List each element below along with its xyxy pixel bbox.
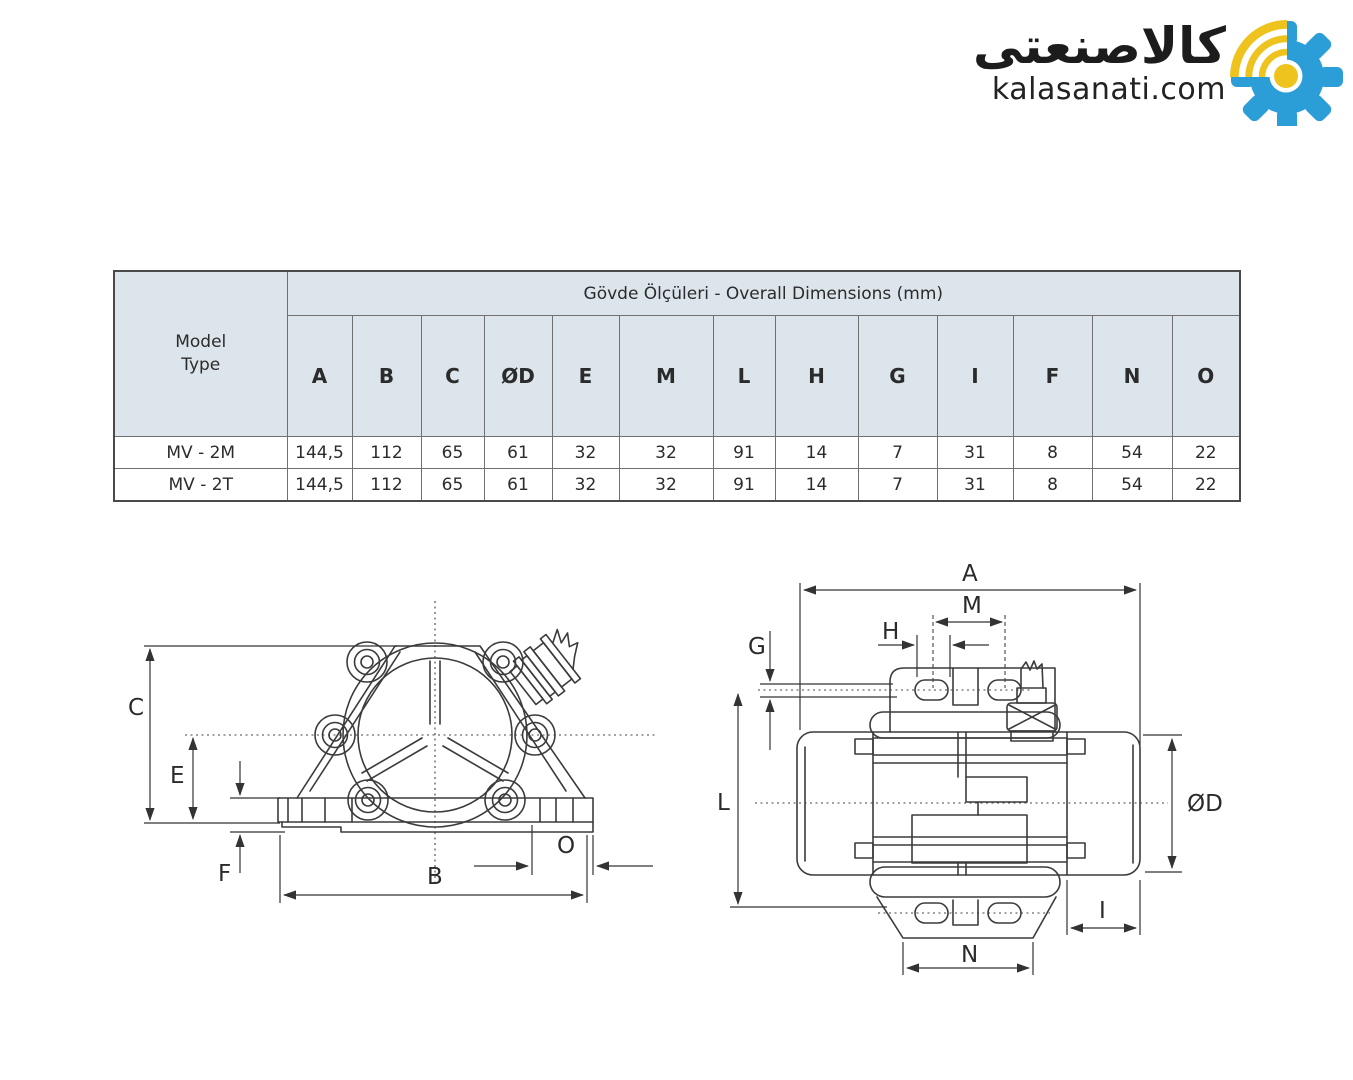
cell-value: 54 <box>1092 437 1172 469</box>
table-row <box>114 469 1240 502</box>
dimension-label-l: L <box>717 790 730 816</box>
cell-value: 112 <box>352 469 421 502</box>
bottom-foot <box>877 897 1056 938</box>
col-header-H: H <box>775 316 858 437</box>
dimension-label-e: E <box>170 763 185 789</box>
col-header-L: L <box>713 316 775 437</box>
col-header-E: E <box>552 316 619 437</box>
cell-value: 91 <box>713 437 775 469</box>
col-header-M: M <box>619 316 713 437</box>
dimension-b <box>280 835 587 903</box>
col-header-C: C <box>421 316 484 437</box>
dimensions-table <box>113 270 1241 502</box>
cell-value: 61 <box>484 469 552 502</box>
dimension-label-od: ØD <box>1187 791 1223 817</box>
dimension-label-b: B <box>427 864 443 890</box>
side-view-drawing <box>700 555 1253 1000</box>
dimension-label-f: F <box>218 861 232 887</box>
cell-value: 22 <box>1172 469 1240 502</box>
cell-value: 91 <box>713 469 775 502</box>
col-header-F: F <box>1013 316 1092 437</box>
col-header-B: B <box>352 316 421 437</box>
dimension-label-n: N <box>961 942 979 968</box>
cell-value: 32 <box>552 437 619 469</box>
mounting-slot <box>915 903 948 923</box>
cell-value: 14 <box>775 469 858 502</box>
group-header: Gövde Ölçüleri - Overall Dimensions (mm) <box>287 271 1240 316</box>
bolt <box>855 843 873 858</box>
bolt <box>1067 843 1085 858</box>
dimension-label-g: G <box>748 634 766 660</box>
col-header-I: I <box>937 316 1013 437</box>
dimension-label-a: A <box>962 561 978 587</box>
flange-bands <box>855 738 1085 862</box>
bolt <box>855 739 873 754</box>
front-view-drawing <box>110 585 660 960</box>
cell-value: 112 <box>352 437 421 469</box>
dimension-i <box>1067 880 1140 935</box>
mounting-slot <box>915 680 948 700</box>
table-row <box>114 437 1240 469</box>
logo-domain-text: kalasanati.com <box>991 71 1226 107</box>
motor-housing <box>797 732 1140 875</box>
cell-value: 7 <box>858 469 937 502</box>
gear-wifi-icon <box>1226 12 1344 126</box>
cell-value: 32 <box>619 469 713 502</box>
cell-value: 32 <box>619 437 713 469</box>
top-mounting-tab <box>890 668 1055 732</box>
cell-value: 7 <box>858 437 937 469</box>
dimension-label-m: M <box>962 593 982 619</box>
dimension-label-h: H <box>882 619 900 645</box>
model-type-header: Model Type <box>114 271 287 437</box>
cell-value: 144,5 <box>287 437 352 469</box>
cell-value: 61 <box>484 437 552 469</box>
cell-value: 31 <box>937 469 1013 502</box>
cell-value: 54 <box>1092 469 1172 502</box>
dimension-label-o: O <box>557 833 576 859</box>
cell-value: 65 <box>421 437 484 469</box>
col-header-N: N <box>1092 316 1172 437</box>
cell-value: 144,5 <box>287 469 352 502</box>
cell-value: 22 <box>1172 437 1240 469</box>
cell-value: 65 <box>421 469 484 502</box>
dimension-e <box>170 738 193 819</box>
col-header-A: A <box>287 316 352 437</box>
motor-body-outline <box>297 646 585 798</box>
dimension-n <box>903 942 1033 975</box>
col-header-O: O <box>1172 316 1240 437</box>
dimension-label-c: C <box>128 695 145 721</box>
col-header-OD: ØD <box>484 316 552 437</box>
cell-value: 32 <box>552 469 619 502</box>
dimension-f <box>218 761 285 887</box>
cell-value: 14 <box>775 437 858 469</box>
cell-value: 8 <box>1013 469 1092 502</box>
bottom-shoulder <box>870 867 1060 897</box>
model-name: MV - 2M <box>114 437 287 469</box>
mounting-slot <box>988 680 1021 700</box>
cell-value: 31 <box>937 437 1013 469</box>
col-header-G: G <box>858 316 937 437</box>
model-name: MV - 2T <box>114 469 287 502</box>
dimension-m <box>933 593 1005 688</box>
logo-brand-text: کالاصنعتی <box>972 17 1226 75</box>
dimension-label-i: I <box>1099 898 1106 924</box>
cell-value: 8 <box>1013 437 1092 469</box>
bolt <box>1067 739 1085 754</box>
logo <box>880 17 1226 107</box>
dimension-od <box>1143 735 1223 872</box>
dimension-a <box>800 561 1140 745</box>
cable-gland <box>1007 661 1057 741</box>
